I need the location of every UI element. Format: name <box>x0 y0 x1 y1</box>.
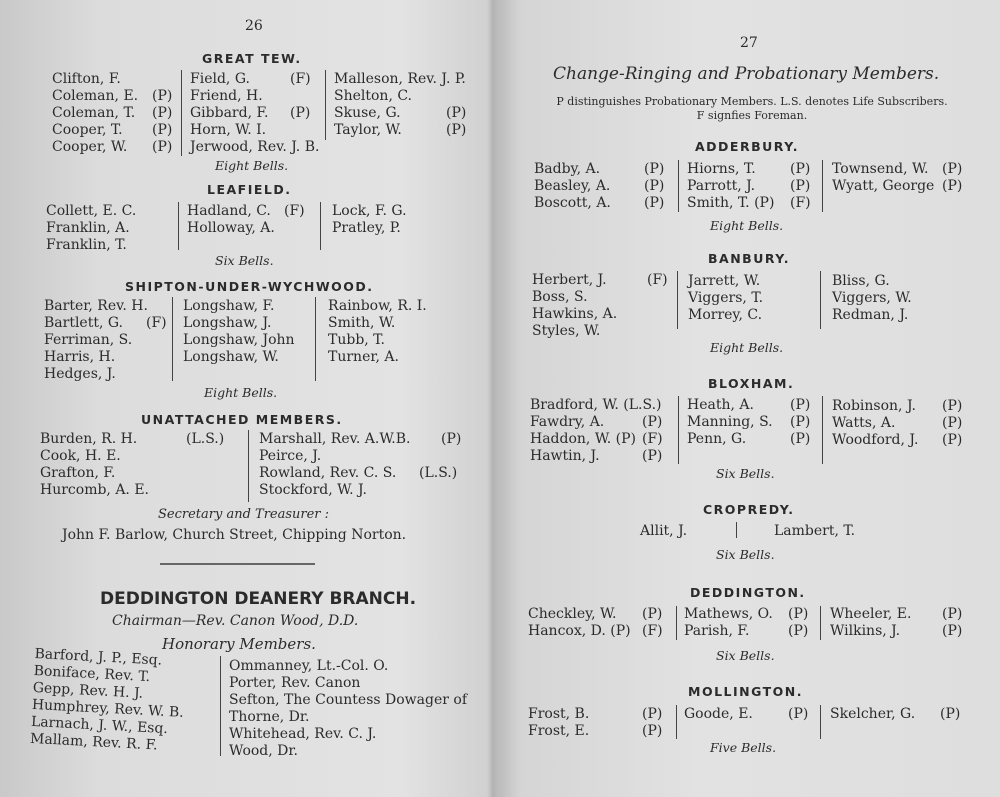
list-item: Townsend, W. (P) <box>832 161 963 177</box>
bells-note: Six Bells. <box>716 466 775 481</box>
list-item: Porter, Rev. Canon <box>229 675 361 691</box>
list-item: Clifton, F. <box>52 71 121 87</box>
section-heading-bloxham: BLOXHAM. <box>708 376 795 391</box>
column-divider <box>178 202 179 250</box>
list-item: Rainbow, R. I. <box>328 298 427 314</box>
honorary-col-1 <box>30 646 215 757</box>
page-27 <box>500 0 1000 797</box>
mollington-col-1 <box>528 706 673 740</box>
list-item: Mallam, Rev. R. F. <box>29 730 158 754</box>
list-item: Bartlett, G. (F) <box>44 315 167 331</box>
list-item: Marshall, Rev. A.W.B. (P) <box>259 431 462 447</box>
column-divider <box>676 606 677 640</box>
great-tew-col-2 <box>190 71 325 156</box>
list-item: Allit, J. <box>640 523 688 539</box>
section-heading-deddington: DEDDINGTON. <box>690 585 806 600</box>
list-item: Beasley, A. (P) <box>534 178 665 194</box>
list-item: Horn, W. I. <box>190 122 267 138</box>
great-tew-col-1 <box>52 71 177 156</box>
list-item: Wilkins, J. (P) <box>830 623 963 639</box>
list-item: Hancox, D. (P) (F) <box>528 623 663 639</box>
list-item: Viggers, W. <box>832 290 912 306</box>
list-item: Woodford, J. (P) <box>832 432 963 448</box>
list-item: Hawtin, J. (P) <box>530 448 663 464</box>
list-item: Frost, E. (P) <box>528 723 663 739</box>
column-divider <box>181 70 182 156</box>
adderbury-col-2 <box>687 161 817 212</box>
list-item: Parish, F. (P) <box>684 623 809 639</box>
list-item: Holloway, A. <box>187 220 275 236</box>
list-item: Longshaw, J. <box>183 315 272 331</box>
list-item: Gepp, Rev. H. J. <box>32 679 144 702</box>
list-item: Cooper, T. (P) <box>52 122 173 138</box>
list-item: Parrott, J. (P) <box>687 178 811 194</box>
page-title: Change-Ringing and Probationary Members. <box>553 64 940 84</box>
banbury-col-2 <box>688 273 818 324</box>
bells-note: Eight Bells. <box>710 218 784 233</box>
list-item: Cook, H. E. <box>40 448 121 464</box>
list-item: Longshaw, W. <box>183 349 279 365</box>
column-divider <box>676 705 677 739</box>
bells-note: Five Bells. <box>710 740 777 755</box>
adderbury-col-1 <box>534 161 674 212</box>
list-item: Grafton, F. <box>40 465 116 481</box>
list-item: Malleson, Rev. J. P. <box>334 71 466 87</box>
banbury-col-3 <box>832 273 962 324</box>
list-item: Heath, A. (P) <box>687 397 811 413</box>
column-divider <box>248 430 249 502</box>
leafield-col-1 <box>46 203 176 254</box>
bloxham-col-3 <box>832 398 972 449</box>
deddington-col-3 <box>830 606 970 640</box>
list-item: Smith, W. <box>328 315 396 331</box>
section-heading-cropredy: CROPREDY. <box>703 502 795 517</box>
list-item: Longshaw, F. <box>183 298 275 314</box>
list-item: Thorne, Dr. <box>229 709 310 725</box>
list-item: Wood, Dr. <box>229 743 298 759</box>
bells-note: Six Bells. <box>716 547 775 562</box>
list-item: Pratley, P. <box>332 220 401 236</box>
leafield-col-2 <box>187 203 317 237</box>
list-item: Goode, E. (P) <box>684 706 809 722</box>
column-divider <box>820 606 821 640</box>
honorary-col-2 <box>229 658 469 760</box>
list-item: Turner, A. <box>328 349 399 365</box>
secretary-label: Secretary and Treasurer : <box>158 507 330 522</box>
mollington-col-3 <box>830 706 970 723</box>
list-item: Peirce, J. <box>259 448 322 464</box>
chairman-line: Chairman—Rev. Canon Wood, D.D. <box>112 613 359 629</box>
list-item: Boniface, Rev. T. <box>33 662 151 686</box>
list-item: Morrey, C. <box>688 307 763 323</box>
list-item: Hurcomb, A. E. <box>40 482 150 498</box>
list-item: Coleman, T. (P) <box>52 105 173 121</box>
list-item: Wheeler, E. (P) <box>830 606 963 622</box>
deddington-col-2 <box>684 606 814 640</box>
list-item: Robinson, J. (P) <box>832 398 963 414</box>
legend-note-2: F signfies Foreman. <box>696 109 808 122</box>
list-item: Jerwood, Rev. J. B. <box>190 139 320 155</box>
great-tew-col-3 <box>334 71 474 139</box>
list-item: Collett, E. C. <box>46 203 137 219</box>
list-item: Jarrett, W. <box>688 273 761 289</box>
list-item: Bliss, G. <box>832 273 890 289</box>
bloxham-col-2 <box>687 397 817 448</box>
section-heading-banbury: BANBURY. <box>708 251 791 266</box>
list-item: Ommanney, Lt.-Col. O. <box>229 658 389 674</box>
list-item: Coleman, E. (P) <box>52 88 173 104</box>
bells-note: Eight Bells. <box>710 340 784 355</box>
list-item: Whitehead, Rev. C. J. <box>229 726 377 742</box>
list-item: Herbert, J. (F) <box>532 272 668 288</box>
section-heading-great-tew: GREAT TEW. <box>202 51 302 66</box>
secretary-line: John F. Barlow, Church Street, Chipping Norton. <box>62 527 407 543</box>
column-divider <box>677 271 678 329</box>
bells-note: Eight Bells. <box>204 385 278 400</box>
list-item: Frost, B. (P) <box>528 706 663 722</box>
banbury-col-1 <box>532 272 672 340</box>
section-heading-shipton: SHIPTON-UNDER-WYCHWOOD. <box>125 279 374 294</box>
list-item: Field, G. (F) <box>190 71 311 87</box>
column-divider <box>820 271 821 329</box>
bells-note: Six Bells. <box>215 253 274 268</box>
list-item: Tubb, T. <box>328 332 385 348</box>
list-item: Franklin, A. <box>46 220 130 236</box>
list-item: Hawkins, A. <box>532 306 618 322</box>
unattached-col-2 <box>259 431 469 499</box>
list-item: Barter, Rev. H. <box>44 298 148 314</box>
list-item: Skelcher, G. (P) <box>830 706 961 722</box>
list-item: Burden, R. H. (L.S.) <box>40 431 225 447</box>
section-heading-mollington: MOLLINGTON. <box>688 684 804 699</box>
list-item: Bradford, W. (L.S.) <box>530 397 662 413</box>
list-item: Checkley, W. (P) <box>528 606 663 622</box>
adderbury-col-3 <box>832 161 972 195</box>
section-separator <box>160 563 315 565</box>
column-divider <box>678 160 679 212</box>
column-divider <box>172 297 173 381</box>
list-item: Styles, W. <box>532 323 601 339</box>
list-item: Fawdry, A. (P) <box>530 414 663 430</box>
list-item: Redman, J. <box>832 307 909 323</box>
list-item: Longshaw, John <box>183 332 295 348</box>
list-item: Mathews, O. (P) <box>684 606 809 622</box>
list-item: Smith, T. (P) (F) <box>687 195 811 211</box>
list-item: Hedges, J. <box>44 366 116 382</box>
shipton-col-3 <box>328 298 458 366</box>
column-divider <box>822 160 823 212</box>
list-item: Boss, S. <box>532 289 588 305</box>
list-item: Gibbard, F. (P) <box>190 105 311 121</box>
list-item: Hadland, C. (F) <box>187 203 305 219</box>
list-item: Skuse, G. (P) <box>334 105 467 121</box>
list-item: Manning, S. (P) <box>687 414 811 430</box>
column-divider <box>325 70 326 140</box>
list-item: Friend, H. <box>190 88 263 104</box>
bells-note: Six Bells. <box>716 648 775 663</box>
section-heading-adderbury: ADDERBURY. <box>695 139 799 154</box>
deddington-col-1 <box>528 606 673 640</box>
list-item: Taylor, W. (P) <box>334 122 467 138</box>
honorary-title: Honorary Members. <box>162 635 316 653</box>
column-divider <box>315 297 316 381</box>
list-item: Watts, A. (P) <box>832 415 963 431</box>
column-divider <box>320 202 321 250</box>
list-item: Haddon, W. (P) (F) <box>530 431 663 447</box>
section-heading-unattached: UNATTACHED MEMBERS. <box>141 412 343 427</box>
page-number: 26 <box>245 18 263 34</box>
list-item: Shelton, C. <box>334 88 413 104</box>
mollington-col-2 <box>684 706 814 723</box>
section-heading-leafield: LEAFIELD. <box>207 182 292 197</box>
list-item: Sefton, The Countess Dowager of <box>229 692 468 708</box>
leafield-col-3 <box>332 203 452 237</box>
list-item: Cooper, W. (P) <box>52 139 173 155</box>
column-divider <box>820 705 821 739</box>
shipton-col-2 <box>183 298 308 366</box>
list-item: Franklin, T. <box>46 237 127 253</box>
shipton-col-1 <box>44 298 169 383</box>
list-item: Wyatt, George (P) <box>832 178 963 194</box>
column-divider <box>736 522 737 538</box>
list-item: Penn, G. (P) <box>687 431 811 447</box>
legend-note-1: P distinguishes Probationary Members. L.S. denotes Life Subscribers. <box>556 95 948 108</box>
list-item: Barford, J. P., Esq. <box>34 646 163 669</box>
list-item: Harris, H. <box>44 349 116 365</box>
list-item: Lambert, T. <box>774 523 856 539</box>
list-item: Larnach, J. W., Esq. <box>30 713 169 738</box>
list-item: Stockford, W. J. <box>259 482 367 498</box>
unattached-col-1 <box>40 431 250 499</box>
branch-title: DEDDINGTON DEANERY BRANCH. <box>100 589 417 609</box>
column-divider <box>822 396 823 464</box>
list-item: Ferriman, S. <box>44 332 133 348</box>
list-item: Viggers, T. <box>688 290 764 306</box>
list-item: Lock, F. G. <box>332 203 407 219</box>
list-item: Hiorns, T. (P) <box>687 161 811 177</box>
bloxham-col-1 <box>530 397 675 465</box>
bells-note: Eight Bells. <box>215 158 289 173</box>
column-divider <box>678 396 679 464</box>
list-item: Humphrey, Rev. W. B. <box>31 696 185 721</box>
column-divider <box>220 656 221 756</box>
list-item: Boscott, A. (P) <box>534 195 665 211</box>
page-number: 27 <box>740 35 758 51</box>
list-item: Badby, A. (P) <box>534 161 665 177</box>
list-item: Rowland, Rev. C. S. (L.S.) <box>259 465 458 481</box>
page-26 <box>0 0 490 797</box>
